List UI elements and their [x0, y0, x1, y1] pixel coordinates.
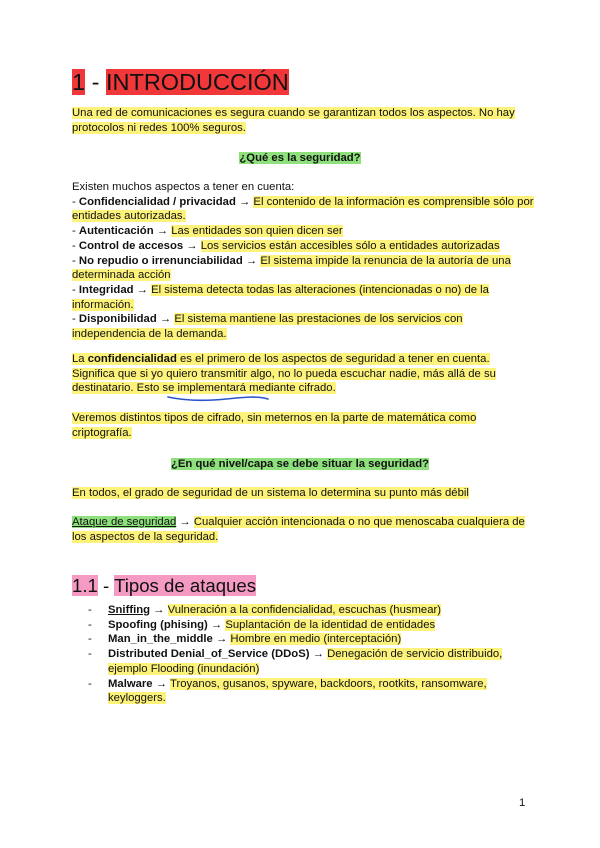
aspect-item: - No repudio o irrenunciabilidad → El sistema impide la renuncia de la autoría de una determinada acción	[72, 254, 511, 282]
subsection-title: Tipos de ataques	[114, 575, 257, 596]
question-what-is-security: ¿Qué es la seguridad?	[239, 152, 361, 164]
aspect-item: - Integridad → El sistema detecta todas las alteraciones (intencionadas o no) de la información.	[72, 283, 489, 311]
section-sep: -	[85, 69, 106, 95]
handwritten-underline	[166, 394, 270, 402]
subsection-number: 1.1	[72, 575, 98, 596]
attack-item-mitm: - Man_in_the_middle → Hombre en medio (interceptación)	[72, 632, 534, 647]
question-security-level: ¿En qué nivel/capa se debe situar la seguridad?	[170, 458, 430, 470]
aspects-intro: Existen muchos aspectos a tener en cuenta:	[72, 181, 295, 193]
attack-item-malware: - Malware → Troyanos, gusanos, spyware, backdoors, rootkits, ransomware, keyloggers.	[72, 677, 534, 706]
attack-item-spoofing: - Spoofing (phising) → Suplantación de la identidad de entidades	[72, 618, 534, 633]
attack-definition: Ataque de seguridad → Cualquier acción intencionada o no que menoscaba cualquiera de los aspectos de la seguridad.	[72, 516, 525, 543]
aspect-item: - Autenticación → Las entidades son quien dicen ser	[72, 225, 343, 238]
aspect-item: - Control de accesos → Los servicios están accesibles sólo a entidades autorizadas	[72, 239, 500, 252]
section-1-heading	[72, 66, 289, 98]
aspects-list	[72, 180, 534, 342]
section-number: 1	[72, 69, 86, 95]
cipher-paragraph: Veremos distintos tipos de cifrado, sin meternos en la parte de matemática como criptografía.	[72, 412, 477, 439]
attack-item-ddos: - Distributed Denial_of_Service (DDoS) → Denegación de servicio distribuido, ejemplo Flooding (inundación)	[72, 647, 534, 676]
aspect-item: - Confidencialidad / privacidad → El contenido de la información es comprensible sólo por entidades autorizadas.	[72, 195, 534, 223]
page-number: 1	[519, 797, 526, 809]
section-1-1-heading: 1.1 - Tipos de ataques	[72, 575, 257, 596]
section-title: INTRODUCCIÓN	[105, 69, 289, 95]
aspect-item: - Disponibilidad → El sistema mantiene las prestaciones de los servicios con independencia de la demanda.	[72, 313, 463, 341]
confidentiality-paragraph: La confidencialidad es el primero de los aspectos de seguridad a tener en cuenta. Significa que si yo quiero transmitir algo, no lo pueda escuchar nadie, más allá de su destinatario. Esto se implementará mediante cifrado.	[72, 353, 496, 395]
level-answer: En todos, el grado de seguridad de un sistema lo determina su punto más débil	[72, 487, 469, 499]
attack-types-list	[72, 603, 534, 706]
attack-item-sniffing: - Sniffing → Vulneración a la confidencialidad, escuchas (husmear)	[72, 603, 534, 618]
intro-paragraph: Una red de comunicaciones es segura cuando se garantizan todos los aspectos. No hay protocolos ni redes 100% seguros.	[72, 107, 515, 134]
